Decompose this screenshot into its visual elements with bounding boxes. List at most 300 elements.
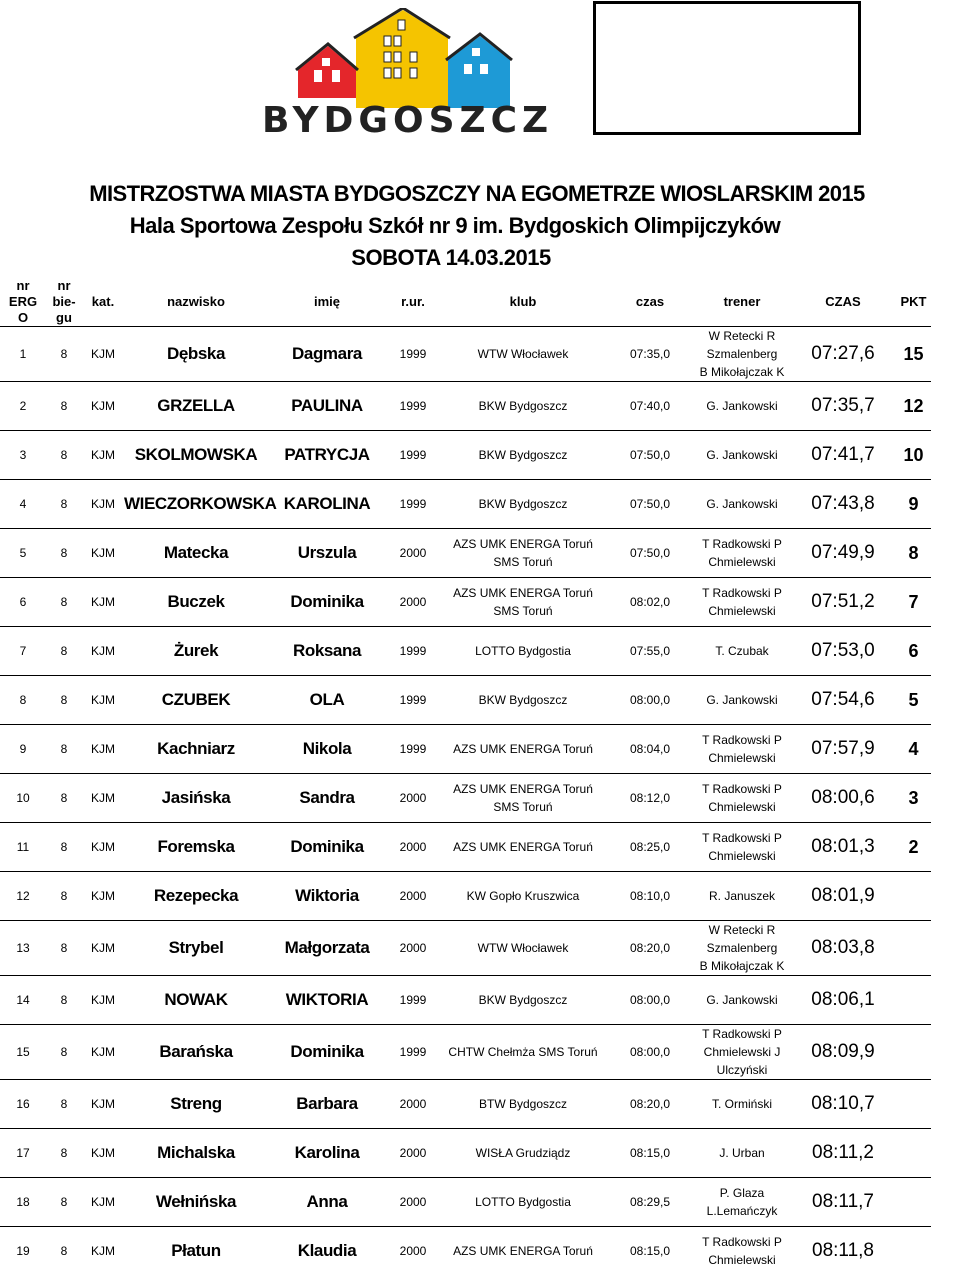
- table-row: [0, 1129, 931, 1178]
- cell-nazwisko: Strybel: [124, 921, 268, 976]
- cell-kat: KJM: [82, 1025, 124, 1080]
- cell-imie: Dominika: [268, 823, 386, 872]
- cell-nr: 19: [0, 1227, 46, 1275]
- cell-trener-line: B Mikołajczak K: [694, 957, 790, 975]
- cell-czas-final: 07:49,9: [790, 529, 896, 578]
- cell-trener-line: Chmielewski: [694, 749, 790, 767]
- cell-klub: [440, 1227, 606, 1275]
- cell-bieg: 8: [46, 1025, 82, 1080]
- table-body: [0, 327, 931, 1275]
- cell-klub-line: WTW Włocławek: [440, 939, 606, 957]
- cell-kat: KJM: [82, 1129, 124, 1178]
- cell-czas-final: 08:11,7: [790, 1178, 896, 1227]
- cell-nr: 2: [0, 382, 46, 431]
- title-line-3: SOBOTA 14.03.2015: [0, 245, 931, 271]
- header-imie: imię: [268, 277, 386, 327]
- cell-trener-line: T. Ormiński: [694, 1095, 790, 1113]
- cell-nr: 3: [0, 431, 46, 480]
- cell-imie: Barbara: [268, 1080, 386, 1129]
- cell-czas-final: 08:09,9: [790, 1025, 896, 1080]
- cell-trener-line: T Radkowski P: [694, 731, 790, 749]
- cell-bieg: 8: [46, 382, 82, 431]
- header-trener: trener: [694, 277, 790, 327]
- cell-klub-line: AZS UMK ENERGA Toruń: [440, 838, 606, 856]
- cell-czas-final: 07:41,7: [790, 431, 896, 480]
- cell-imie: Małgorzata: [268, 921, 386, 976]
- cell-bieg: 8: [46, 529, 82, 578]
- cell-klub: [440, 578, 606, 627]
- cell-klub: [440, 872, 606, 921]
- cell-imie: Anna: [268, 1178, 386, 1227]
- cell-klub-line: WTW Włocławek: [440, 345, 606, 363]
- cell-imie: Urszula: [268, 529, 386, 578]
- cell-czas-final: 07:54,6: [790, 676, 896, 725]
- cell-klub: [440, 627, 606, 676]
- table-row: [0, 921, 931, 976]
- cell-klub-line: LOTTO Bydgostia: [440, 642, 606, 660]
- cell-imie: Wiktoria: [268, 872, 386, 921]
- cell-bieg: 8: [46, 921, 82, 976]
- cell-pkt: 8: [896, 529, 931, 578]
- cell-czas-final: 08:11,8: [790, 1227, 896, 1275]
- table-row: [0, 1025, 931, 1080]
- cell-kat: KJM: [82, 872, 124, 921]
- empty-box: [593, 1, 861, 135]
- cell-pkt: 10: [896, 431, 931, 480]
- cell-trener-line: Chmielewski: [694, 847, 790, 865]
- cell-trener: [694, 627, 790, 676]
- cell-kat: KJM: [82, 1178, 124, 1227]
- cell-czas: 08:15,0: [606, 1227, 694, 1275]
- cell-czas-final: 08:01,9: [790, 872, 896, 921]
- cell-pkt: 6: [896, 627, 931, 676]
- table-row: [0, 480, 931, 529]
- table-row: [0, 725, 931, 774]
- cell-klub: [440, 431, 606, 480]
- cell-trener: [694, 774, 790, 823]
- cell-trener-line: G. Jankowski: [694, 991, 790, 1009]
- cell-imie: Sandra: [268, 774, 386, 823]
- cell-bieg: 8: [46, 1178, 82, 1227]
- cell-trener: [694, 431, 790, 480]
- cell-nazwisko: Jasińska: [124, 774, 268, 823]
- cell-rur: 1999: [386, 480, 440, 529]
- cell-klub: [440, 976, 606, 1025]
- cell-imie: Roksana: [268, 627, 386, 676]
- cell-nazwisko: Streng: [124, 1080, 268, 1129]
- cell-trener-line: P. Glaza: [694, 1184, 790, 1202]
- cell-nazwisko: SKOLMOWSKA: [124, 431, 268, 480]
- cell-rur: 2000: [386, 1080, 440, 1129]
- cell-klub-line: LOTTO Bydgostia: [440, 1193, 606, 1211]
- cell-bieg: 8: [46, 578, 82, 627]
- cell-pkt: [896, 1178, 931, 1227]
- cell-czas-final: 07:35,7: [790, 382, 896, 431]
- cell-trener-line: Chmielewski: [694, 602, 790, 620]
- cell-nazwisko: Żurek: [124, 627, 268, 676]
- cell-rur: 2000: [386, 823, 440, 872]
- cell-nazwisko: WIECZORKOWSKA: [124, 480, 268, 529]
- table-row: [0, 627, 931, 676]
- cell-bieg: 8: [46, 976, 82, 1025]
- cell-pkt: [896, 1025, 931, 1080]
- cell-trener: [694, 578, 790, 627]
- cell-czas: 08:29,5: [606, 1178, 694, 1227]
- cell-czas-final: 07:51,2: [790, 578, 896, 627]
- cell-nazwisko: NOWAK: [124, 976, 268, 1025]
- cell-trener-line: G. Jankowski: [694, 691, 790, 709]
- cell-czas-final: 07:57,9: [790, 725, 896, 774]
- cell-klub-line: WISŁA Grudziądz: [440, 1144, 606, 1162]
- cell-trener-line: Chmielewski: [694, 553, 790, 571]
- results-table: [0, 277, 931, 1275]
- cell-klub: [440, 1025, 606, 1080]
- cell-trener-line: Chmielewski: [694, 1251, 790, 1269]
- cell-rur: 1999: [386, 976, 440, 1025]
- header-nr-biegu: nr bie- gu: [46, 277, 82, 327]
- table-header: [0, 277, 931, 327]
- cell-czas-final: 07:43,8: [790, 480, 896, 529]
- cell-nr: 8: [0, 676, 46, 725]
- cell-trener-line: W Retecki R: [694, 327, 790, 345]
- cell-klub-line: AZS UMK ENERGA Toruń: [440, 535, 606, 553]
- cell-czas-final: 08:06,1: [790, 976, 896, 1025]
- cell-czas: 08:20,0: [606, 1080, 694, 1129]
- cell-nr: 15: [0, 1025, 46, 1080]
- cell-bieg: 8: [46, 823, 82, 872]
- cell-kat: KJM: [82, 921, 124, 976]
- cell-klub-line: BKW Bydgoszcz: [440, 991, 606, 1009]
- cell-trener: [694, 529, 790, 578]
- cell-pkt: 5: [896, 676, 931, 725]
- cell-pkt: 7: [896, 578, 931, 627]
- cell-czas: 07:55,0: [606, 627, 694, 676]
- cell-imie: Klaudia: [268, 1227, 386, 1275]
- cell-kat: KJM: [82, 431, 124, 480]
- cell-klub-line: CHTW Chełmża SMS Toruń: [440, 1043, 606, 1061]
- cell-klub: [440, 382, 606, 431]
- cell-klub: [440, 725, 606, 774]
- cell-nazwisko: Barańska: [124, 1025, 268, 1080]
- header-kat: kat.: [82, 277, 124, 327]
- title-line-2: Hala Sportowa Zespołu Szkół nr 9 im. Bydgoskich Olimpijczyków: [0, 213, 935, 239]
- cell-nr: 17: [0, 1129, 46, 1178]
- cell-imie: PAULINA: [268, 382, 386, 431]
- cell-czas: 08:12,0: [606, 774, 694, 823]
- cell-pkt: [896, 1129, 931, 1178]
- cell-trener-line: T. Czubak: [694, 642, 790, 660]
- cell-klub: [440, 823, 606, 872]
- cell-trener-line: T Radkowski P: [694, 780, 790, 798]
- cell-trener: [694, 1178, 790, 1227]
- header-klub: klub: [440, 277, 606, 327]
- cell-trener: [694, 872, 790, 921]
- header-nr-ergo: nr ERG O: [0, 277, 46, 327]
- cell-nr: 13: [0, 921, 46, 976]
- cell-imie: Nikola: [268, 725, 386, 774]
- cell-nazwisko: CZUBEK: [124, 676, 268, 725]
- cell-klub-line: SMS Toruń: [440, 798, 606, 816]
- cell-rur: 2000: [386, 774, 440, 823]
- cell-trener-line: T Radkowski P: [694, 1233, 790, 1251]
- cell-imie: WIKTORIA: [268, 976, 386, 1025]
- cell-czas: 08:15,0: [606, 1129, 694, 1178]
- table-row: [0, 976, 931, 1025]
- cell-bieg: 8: [46, 872, 82, 921]
- cell-rur: 1999: [386, 431, 440, 480]
- cell-klub: [440, 676, 606, 725]
- cell-klub: [440, 327, 606, 382]
- cell-klub-line: AZS UMK ENERGA Toruń: [440, 584, 606, 602]
- cell-kat: KJM: [82, 774, 124, 823]
- cell-klub: [440, 774, 606, 823]
- cell-kat: KJM: [82, 725, 124, 774]
- cell-bieg: 8: [46, 1227, 82, 1275]
- cell-nr: 18: [0, 1178, 46, 1227]
- title-line-1: MISTRZOSTWA MIASTA BYDGOSZCZY NA EGOMETRZE WIOSLARSKIM 2015: [0, 181, 957, 207]
- cell-klub-line: BTW Bydgoszcz: [440, 1095, 606, 1113]
- cell-trener-line: T Radkowski P: [694, 829, 790, 847]
- cell-pkt: 15: [896, 327, 931, 382]
- logo-wordmark: BYDGOSZCZ: [262, 100, 553, 141]
- cell-bieg: 8: [46, 327, 82, 382]
- cell-kat: KJM: [82, 480, 124, 529]
- cell-kat: KJM: [82, 976, 124, 1025]
- cell-pkt: [896, 1080, 931, 1129]
- cell-kat: KJM: [82, 676, 124, 725]
- table-row: [0, 382, 931, 431]
- cell-trener-line: J. Urban: [694, 1144, 790, 1162]
- cell-nazwisko: Rezepecka: [124, 872, 268, 921]
- cell-imie: OLA: [268, 676, 386, 725]
- cell-rur: 2000: [386, 921, 440, 976]
- cell-nr: 4: [0, 480, 46, 529]
- cell-klub: [440, 1178, 606, 1227]
- cell-bieg: 8: [46, 774, 82, 823]
- table-row: [0, 676, 931, 725]
- cell-czas: 08:00,0: [606, 676, 694, 725]
- cell-trener-line: W Retecki R: [694, 921, 790, 939]
- cell-kat: KJM: [82, 578, 124, 627]
- cell-czas: 07:35,0: [606, 327, 694, 382]
- cell-klub-line: BKW Bydgoszcz: [440, 495, 606, 513]
- cell-nazwisko: Dębska: [124, 327, 268, 382]
- cell-czas: 08:25,0: [606, 823, 694, 872]
- cell-trener-line: L.Lemańczyk: [694, 1202, 790, 1220]
- cell-trener-line: Szmalenberg: [694, 345, 790, 363]
- cell-rur: 1999: [386, 627, 440, 676]
- cell-nr: 12: [0, 872, 46, 921]
- cell-trener: [694, 382, 790, 431]
- cell-nazwisko: Kachniarz: [124, 725, 268, 774]
- cell-imie: Dagmara: [268, 327, 386, 382]
- cell-rur: 2000: [386, 1178, 440, 1227]
- cell-kat: KJM: [82, 823, 124, 872]
- cell-bieg: 8: [46, 676, 82, 725]
- cell-trener-line: Ulczyński: [694, 1061, 790, 1079]
- cell-czas-final: 08:01,3: [790, 823, 896, 872]
- cell-trener-line: B Mikołajczak K: [694, 363, 790, 381]
- cell-pkt: 4: [896, 725, 931, 774]
- cell-trener-line: R. Januszek: [694, 887, 790, 905]
- cell-czas: 08:02,0: [606, 578, 694, 627]
- table-row: [0, 431, 931, 480]
- cell-klub-line: KW Gopło Kruszwica: [440, 887, 606, 905]
- cell-nazwisko: Wełnińska: [124, 1178, 268, 1227]
- cell-nazwisko: Buczek: [124, 578, 268, 627]
- cell-trener: [694, 327, 790, 382]
- cell-trener-line: G. Jankowski: [694, 495, 790, 513]
- cell-kat: KJM: [82, 327, 124, 382]
- cell-kat: KJM: [82, 1227, 124, 1275]
- cell-pkt: [896, 976, 931, 1025]
- cell-czas-final: 08:00,6: [790, 774, 896, 823]
- cell-nazwisko: Płatun: [124, 1227, 268, 1275]
- cell-trener-line: G. Jankowski: [694, 446, 790, 464]
- cell-pkt: 2: [896, 823, 931, 872]
- cell-trener-line: Chmielewski J: [694, 1043, 790, 1061]
- cell-pkt: [896, 1227, 931, 1275]
- cell-trener: [694, 921, 790, 976]
- cell-czas: 08:00,0: [606, 976, 694, 1025]
- cell-kat: KJM: [82, 627, 124, 676]
- cell-rur: 1999: [386, 1025, 440, 1080]
- cell-bieg: 8: [46, 725, 82, 774]
- table-row: [0, 1227, 931, 1275]
- cell-trener: [694, 823, 790, 872]
- cell-czas: 07:50,0: [606, 529, 694, 578]
- cell-bieg: 8: [46, 431, 82, 480]
- cell-nazwisko: Michalska: [124, 1129, 268, 1178]
- cell-rur: 2000: [386, 529, 440, 578]
- cell-kat: KJM: [82, 1080, 124, 1129]
- cell-trener-line: G. Jankowski: [694, 397, 790, 415]
- cell-bieg: 8: [46, 627, 82, 676]
- cell-rur: 1999: [386, 725, 440, 774]
- cell-czas-final: 07:53,0: [790, 627, 896, 676]
- cell-czas: 07:40,0: [606, 382, 694, 431]
- cell-kat: KJM: [82, 382, 124, 431]
- cell-trener-line: Chmielewski: [694, 798, 790, 816]
- header-nazwisko: nazwisko: [124, 277, 268, 327]
- cell-czas: 07:50,0: [606, 480, 694, 529]
- cell-pkt: [896, 921, 931, 976]
- cell-czas-final: 08:11,2: [790, 1129, 896, 1178]
- cell-rur: 2000: [386, 872, 440, 921]
- table-row: [0, 529, 931, 578]
- cell-nr: 14: [0, 976, 46, 1025]
- cell-trener: [694, 725, 790, 774]
- cell-rur: 1999: [386, 327, 440, 382]
- cell-nr: 11: [0, 823, 46, 872]
- cell-trener: [694, 480, 790, 529]
- cell-trener-line: T Radkowski P: [694, 584, 790, 602]
- cell-bieg: 8: [46, 1080, 82, 1129]
- cell-klub: [440, 480, 606, 529]
- cell-pkt: 9: [896, 480, 931, 529]
- cell-klub-line: SMS Toruń: [440, 602, 606, 620]
- cell-kat: KJM: [82, 529, 124, 578]
- table-row: [0, 327, 931, 382]
- cell-trener: [694, 976, 790, 1025]
- cell-bieg: 8: [46, 480, 82, 529]
- cell-rur: 2000: [386, 1227, 440, 1275]
- cell-rur: 2000: [386, 578, 440, 627]
- header-rur: r.ur.: [386, 277, 440, 327]
- cell-nr: 9: [0, 725, 46, 774]
- cell-trener-line: T Radkowski P: [694, 535, 790, 553]
- cell-klub-line: BKW Bydgoszcz: [440, 397, 606, 415]
- cell-nr: 10: [0, 774, 46, 823]
- cell-klub-line: BKW Bydgoszcz: [440, 691, 606, 709]
- cell-imie: KAROLINA: [268, 480, 386, 529]
- cell-trener: [694, 1129, 790, 1178]
- cell-klub: [440, 1080, 606, 1129]
- cell-rur: 1999: [386, 382, 440, 431]
- cell-klub-line: AZS UMK ENERGA Toruń: [440, 1242, 606, 1260]
- cell-czas-final: 08:10,7: [790, 1080, 896, 1129]
- cell-nazwisko: GRZELLA: [124, 382, 268, 431]
- cell-nr: 7: [0, 627, 46, 676]
- cell-nr: 6: [0, 578, 46, 627]
- cell-trener: [694, 1227, 790, 1275]
- cell-klub-line: SMS Toruń: [440, 553, 606, 571]
- cell-klub-line: AZS UMK ENERGA Toruń: [440, 740, 606, 758]
- cell-rur: 1999: [386, 676, 440, 725]
- cell-trener: [694, 1025, 790, 1080]
- cell-czas: 08:00,0: [606, 1025, 694, 1080]
- cell-trener-line: T Radkowski P: [694, 1025, 790, 1043]
- cell-rur: 2000: [386, 1129, 440, 1178]
- cell-pkt: [896, 872, 931, 921]
- header-czas-final: CZAS: [790, 277, 896, 327]
- header-czas: czas: [606, 277, 694, 327]
- table-row: [0, 1178, 931, 1227]
- cell-klub: [440, 921, 606, 976]
- cell-czas: 08:10,0: [606, 872, 694, 921]
- cell-czas-final: 07:27,6: [790, 327, 896, 382]
- cell-czas-final: 08:03,8: [790, 921, 896, 976]
- cell-imie: Karolina: [268, 1129, 386, 1178]
- cell-klub: [440, 529, 606, 578]
- cell-imie: PATRYCJA: [268, 431, 386, 480]
- cell-nazwisko: Foremska: [124, 823, 268, 872]
- cell-nr: 1: [0, 327, 46, 382]
- cell-trener-line: Szmalenberg: [694, 939, 790, 957]
- cell-imie: Dominika: [268, 578, 386, 627]
- cell-nazwisko: Matecka: [124, 529, 268, 578]
- cell-trener: [694, 1080, 790, 1129]
- cell-czas: 08:04,0: [606, 725, 694, 774]
- cell-pkt: 3: [896, 774, 931, 823]
- table-row: [0, 1080, 931, 1129]
- cell-pkt: 12: [896, 382, 931, 431]
- table-row: [0, 774, 931, 823]
- cell-klub: [440, 1129, 606, 1178]
- cell-trener: [694, 676, 790, 725]
- cell-czas: 08:20,0: [606, 921, 694, 976]
- cell-nr: 5: [0, 529, 46, 578]
- cell-imie: Dominika: [268, 1025, 386, 1080]
- cell-bieg: 8: [46, 1129, 82, 1178]
- table-row: [0, 872, 931, 921]
- table-row: [0, 578, 931, 627]
- cell-nr: 16: [0, 1080, 46, 1129]
- table-row: [0, 823, 931, 872]
- header-pkt: PKT: [896, 277, 931, 327]
- cell-klub-line: BKW Bydgoszcz: [440, 446, 606, 464]
- cell-klub-line: AZS UMK ENERGA Toruń: [440, 780, 606, 798]
